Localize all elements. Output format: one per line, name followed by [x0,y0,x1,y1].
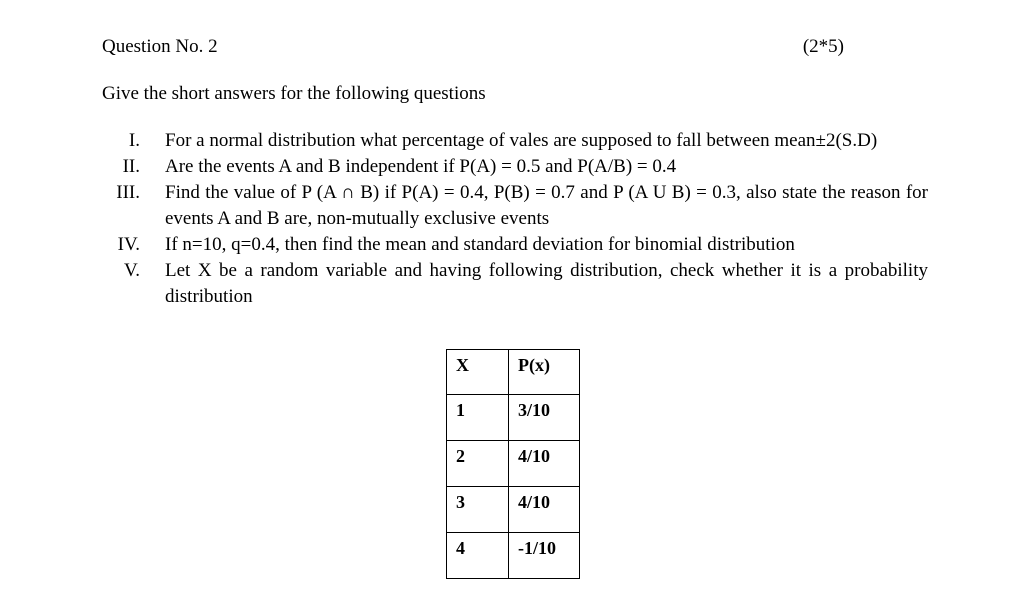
question-text: Let X be a random variable and having following distribution, check whether it is a probability distribution [165,260,928,307]
question-text: For a normal distribution what percentage of vales are supposed to fall between mean±2(S.D) [165,130,878,151]
question-heading [102,36,844,62]
table-header-row [447,350,580,395]
question-title: Question No. 2 [102,36,218,57]
table-header-px: P(x) [509,350,580,395]
instruction-text: Give the short answers for the following questions [102,83,486,104]
table-row [447,487,580,533]
table-cell-x: 1 [447,395,509,441]
question-number: I. [128,130,140,151]
table-row [447,441,580,487]
table-cell-x: 4 [447,533,509,579]
table-cell-x: 3 [447,487,509,533]
table-row [447,395,580,441]
question-marks: (2*5) [802,36,844,57]
table-cell-px: 3/10 [509,395,580,441]
distribution-table [446,349,580,579]
question-item-5 [100,258,928,310]
question-item-3 [100,180,928,232]
table-cell-x: 2 [447,441,509,487]
question-text: Are the events A and B independent if P(A) = 0.5 and P(A/B) = 0.4 [165,156,677,177]
question-number: V. [123,260,140,281]
question-item-4 [100,232,928,258]
table-header-x: X [447,350,509,395]
question-list [100,128,928,310]
table-cell-px: 4/10 [509,487,580,533]
table-row [447,533,580,579]
question-text: If n=10, q=0.4, then find the mean and standard deviation for binomial distribution [165,234,795,255]
table-cell-px: -1/10 [509,533,580,579]
question-number: III. [116,182,140,203]
table-cell-px: 4/10 [509,441,580,487]
question-item-2 [100,154,928,180]
question-number: II. [122,156,140,177]
question-number: IV. [117,234,140,255]
question-text: Find the value of P (A ∩ B) if P(A) = 0.4, P(B) = 0.7 and P (A U B) = 0.3, also state the reason for events A and B are, non-mutually exclusive events [165,182,928,229]
question-item-1 [100,128,928,154]
